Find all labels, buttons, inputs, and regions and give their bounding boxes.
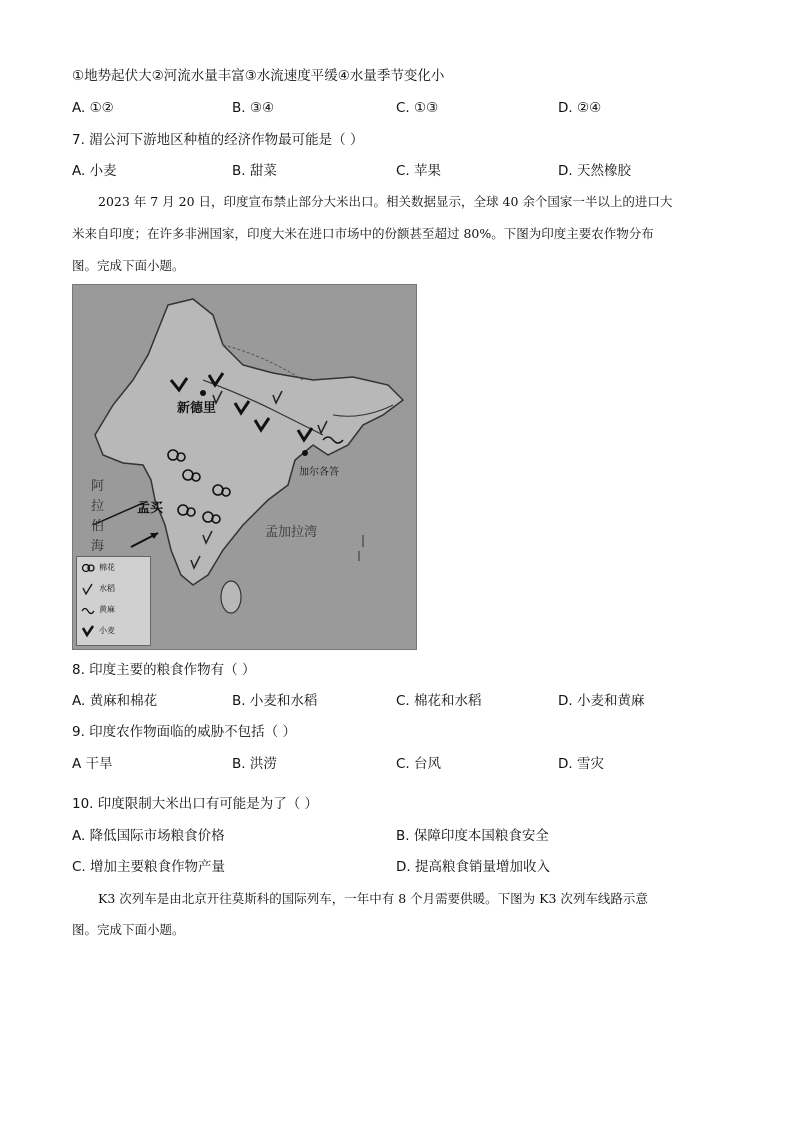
legend-wheat-label: 小麦: [99, 625, 115, 635]
q10-option-d[interactable]: D. 提高粮食销量增加收入: [396, 859, 550, 875]
legend-cotton: [77, 557, 150, 578]
passage1-line3: 图。完成下面小题。: [72, 258, 185, 273]
q9-option-b[interactable]: B. 洪涝: [232, 756, 277, 772]
q9-option-d[interactable]: D. 雪灾: [558, 756, 604, 772]
q10-stem: 10. 印度限制大米出口有可能是为了（ ）: [72, 796, 319, 812]
jute-icon: [81, 604, 95, 616]
boundary-mark: [359, 535, 363, 561]
q8-option-b[interactable]: B. 小麦和水稻: [232, 693, 318, 709]
q6-option-b[interactable]: B. ③④: [232, 100, 275, 116]
q10-option-a[interactable]: A. 降低国际市场粮食价格: [72, 828, 225, 844]
wheat-icon: [81, 625, 95, 637]
label-new-delhi: 新德里: [177, 401, 217, 416]
q6-option-a[interactable]: A. ①②: [72, 100, 114, 116]
legend-rice: [77, 578, 150, 599]
passage2-line1: K3 次列车是由北京开往莫斯科的国际列车，一年中有 8 个月需要供暖。下图为 K3 次列车线路示意: [98, 891, 648, 906]
q7-option-b[interactable]: B. 甜菜: [232, 163, 277, 179]
passage1-line2: 米来自印度；在许多非洲国家，印度大米在进口市场中的份额甚至超过 80%。下图为印度主要农作物分布: [72, 226, 654, 241]
delhi-dot: [200, 390, 206, 396]
label-kolkata: 加尔各答: [299, 467, 339, 478]
legend-rice-label: 水稻: [99, 583, 115, 593]
q6-option-d[interactable]: D. ②④: [558, 100, 602, 116]
rice-icon: [81, 583, 95, 595]
q7-option-d[interactable]: D. 天然橡胶: [558, 163, 631, 179]
q6-statement-list: ①地势起伏大②河流水量丰富③水流速度平缓④水量季节变化小: [72, 68, 445, 84]
q7-option-c[interactable]: C. 苹果: [396, 163, 442, 179]
map-legend: [76, 556, 151, 646]
cotton-icon: [81, 562, 95, 574]
q10-option-b[interactable]: B. 保障印度本国粮食安全: [396, 828, 549, 844]
legend-cotton-label: 棉花: [99, 562, 115, 572]
legend-jute-label: 黄麻: [99, 604, 115, 614]
legend-wheat: [77, 620, 150, 641]
kolkata-dot: [302, 450, 308, 456]
q8-option-d[interactable]: D. 小麦和黄麻: [558, 693, 645, 709]
label-mumbai: 孟买: [137, 501, 164, 516]
q7-option-a[interactable]: A. 小麦: [72, 163, 117, 179]
legend-jute: [77, 599, 150, 620]
q9-option-a[interactable]: A 干旱: [72, 756, 113, 772]
q8-option-c[interactable]: C. 棉花和水稻: [396, 693, 482, 709]
q10-option-c[interactable]: C. 增加主要粮食作物产量: [72, 859, 226, 875]
q8-stem: 8. 印度主要的粮食作物有（ ）: [72, 662, 256, 678]
label-bay-of-bengal: 孟加拉湾: [265, 525, 318, 540]
passage1-line1: 2023 年 7 月 20 日，印度宣布禁止部分大米出口。相关数据显示，全球 40 余个国家一半以上的进口大: [98, 194, 673, 209]
q8-option-a[interactable]: A. 黄麻和棉花: [72, 693, 158, 709]
passage2-line2: 图。完成下面小题。: [72, 922, 185, 937]
q7-stem: 7. 湄公河下游地区种植的经济作物最可能是（ ）: [72, 132, 364, 148]
q6-option-c[interactable]: C. ①③: [396, 100, 439, 116]
sri-lanka: [221, 581, 241, 613]
q9-option-c[interactable]: C. 台风: [396, 756, 442, 772]
label-arabian-sea: 阿拉伯海: [91, 479, 105, 554]
q9-stem: 9. 印度农作物面临的威胁不包括（ ）: [72, 724, 296, 740]
